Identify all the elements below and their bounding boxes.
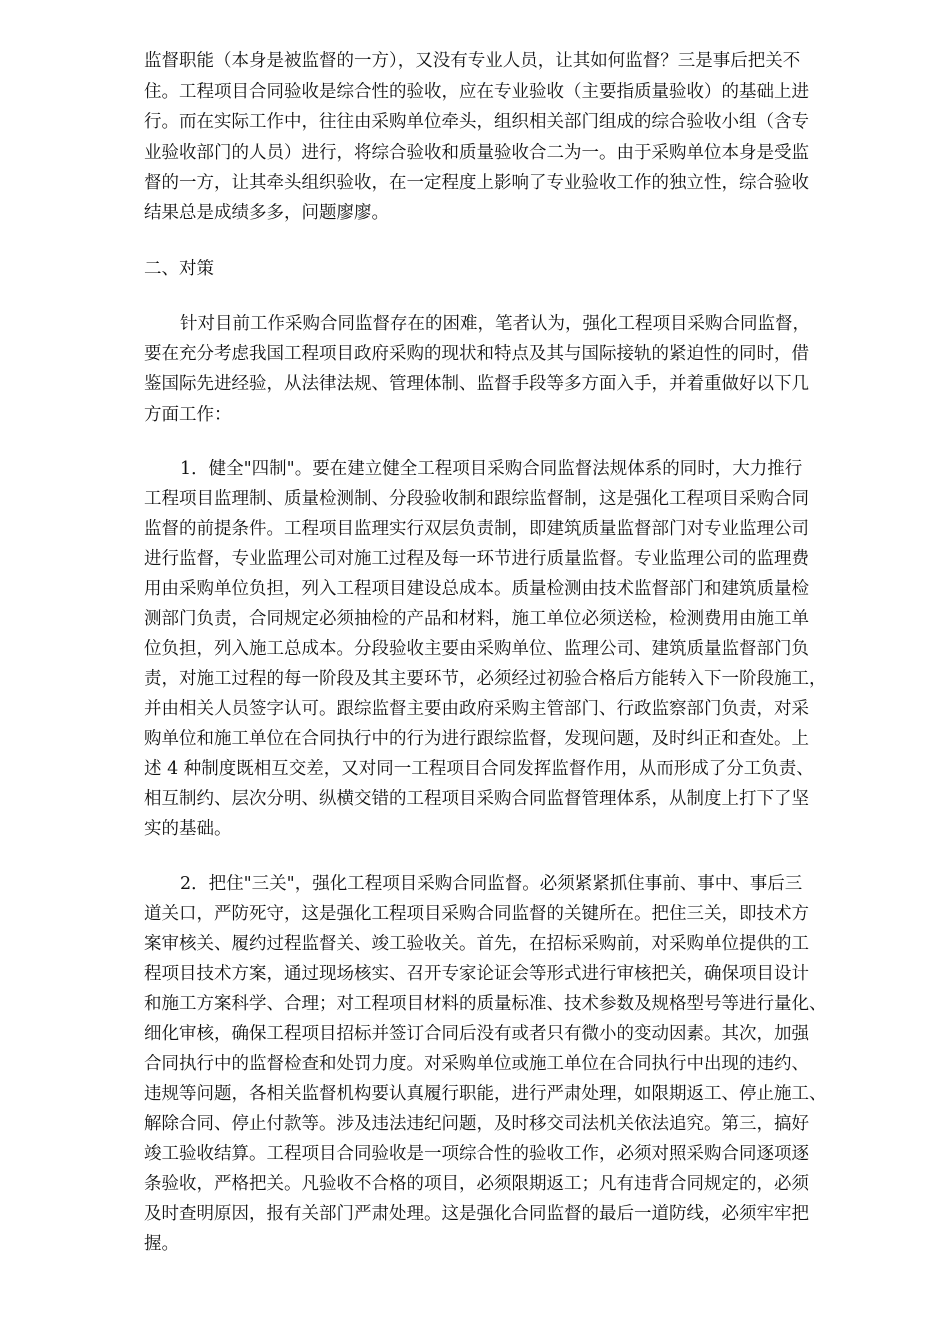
paragraph-4-line-1: 2．把住"三关"，强化工程项目采购合同监督。必须紧紧抓住事前、事中、事后三 [180, 874, 803, 894]
paragraph-2-line-3: 鉴国际先进经验，从法律法规、管理体制、监督手段等多方面入手，并着重做好以下几 [144, 374, 809, 394]
paragraph-4-line-5: 和施工方案科学、合理；对工程项目材料的质量标准、技术参数及规格型号等进行量化、 [144, 994, 827, 1014]
paragraph-3-line-5: 用由采购单位负担，列入工程项目建设总成本。质量检测由技术监督部门和建筑质量检 [144, 579, 809, 599]
paragraph-3-line-10: 购单位和施工单位在合同执行中的行为进行跟综监督，发现问题，及时纠正和查处。上 [144, 729, 809, 749]
paragraph-1-line-2: 住。工程项目合同验收是综合性的验收，应在专业验收（主要指质量验收）的基础上进 [144, 82, 809, 102]
paragraph-1-line-1: 监督职能（本身是被监督的一方），又没有专业人员，让其如何监督？三是事后把关不 [144, 51, 801, 71]
paragraph-4-line-7: 合同执行中的监督检查和处罚力度。对采购单位或施工单位在合同执行中出现的违约、 [144, 1054, 809, 1074]
paragraph-3-line-8: 责，对施工过程的每一阶段及其主要环节，必须经过初验合格后方能转入下一阶段施工， [144, 669, 827, 689]
paragraph-4-line-12: 及时查明原因，报有关部门严肃处理。这是强化合同监督的最后一道防线，必须牢牢把 [144, 1204, 809, 1224]
paragraph-4-line-13: 握。 [144, 1234, 179, 1254]
paragraph-3-line-12: 相互制约、层次分明、纵横交错的工程项目采购合同监督管理体系，从制度上打下了坚 [144, 789, 809, 809]
paragraph-4-line-9: 解除合同、停止付款等。涉及违法违纪问题，及时移交司法机关依法追究。第三，搞好 [144, 1114, 809, 1134]
paragraph-2-line-2: 要在充分考虑我国工程项目政府采购的现状和特点及其与国际接轨的紧迫性的同时，借 [144, 344, 809, 364]
paragraph-4-line-11: 条验收，严格把关。凡验收不合格的项目，必须限期返工；凡有违背合同规定的，必须 [144, 1174, 809, 1194]
paragraph-1-line-5: 督的一方，让其牵头组织验收，在一定程度上影响了专业验收工作的独立性，综合验收 [144, 173, 809, 193]
paragraph-3-line-13: 实的基础。 [144, 819, 232, 839]
paragraph-3-line-3: 监督的前提条件。工程项目监理实行双层负责制，即建筑质量监督部门对专业监理公司 [144, 519, 809, 539]
paragraph-2-line-4: 方面工作： [144, 405, 232, 425]
paragraph-3-line-7: 位负担，列入施工总成本。分段验收主要由采购单位、监理公司、建筑质量监督部门负 [144, 639, 809, 659]
paragraph-1-line-6: 结果总是成绩多多，问题廖廖。 [144, 203, 389, 223]
section-heading: 二、对策 [144, 259, 214, 279]
paragraph-1-line-3: 行。而在实际工作中，往往由采购单位牵头，组织相关部门组成的综合验收小组（含专 [144, 112, 809, 132]
paragraph-3-line-2: 工程项目监理制、质量检测制、分段验收制和跟综监督制，这是强化工程项目采购合同 [144, 489, 809, 509]
paragraph-4-line-6: 细化审核，确保工程项目招标并签订合同后没有或者只有微小的变动因素。其次，加强 [144, 1024, 809, 1044]
paragraph-4-line-3: 案审核关、履约过程监督关、竣工验收关。首先，在招标采购前，对采购单位提供的工 [144, 934, 809, 954]
paragraph-3-line-11: 述 4 种制度既相互交差，又对同一工程项目合同发挥监督作用，从而形成了分工负责、 [144, 759, 814, 779]
paragraph-1-line-4: 业验收部门的人员）进行，将综合验收和质量验收合二为一。由于采购单位本身是受监 [144, 143, 809, 163]
paragraph-4-line-4: 程项目技术方案，通过现场核实、召开专家论证会等形式进行审核把关，确保项目设计 [144, 964, 809, 984]
paragraph-4-line-8: 违规等问题，各相关监督机构要认真履行职能，进行严肃处理，如限期返工、停止施工、 [144, 1084, 827, 1104]
paragraph-3-line-9: 并由相关人员签字认可。跟综监督主要由政府采购主管部门、行政监察部门负责，对采 [144, 699, 809, 719]
paragraph-4-line-10: 竣工验收结算。工程项目合同验收是一项综合性的验收工作，必须对照采购合同逐项逐 [144, 1144, 809, 1164]
paragraph-2-line-1: 针对目前工作采购合同监督存在的困难，笔者认为，强化工程项目采购合同监督， [180, 314, 810, 334]
paragraph-3-line-1: 1．健全"四制"。要在建立健全工程项目采购合同监督法规体系的同时，大力推行 [180, 459, 803, 479]
paragraph-3-line-6: 测部门负责，合同规定必须抽检的产品和材料，施工单位必须送检，检测费用由施工单 [144, 609, 809, 629]
paragraph-3-line-4: 进行监督，专业监理公司对施工过程及每一环节进行质量监督。专业监理公司的监理费 [144, 549, 809, 569]
paragraph-4-line-2: 道关口，严防死守，这是强化工程项目采购合同监督的关键所在。把住三关，即技术方 [144, 904, 809, 924]
